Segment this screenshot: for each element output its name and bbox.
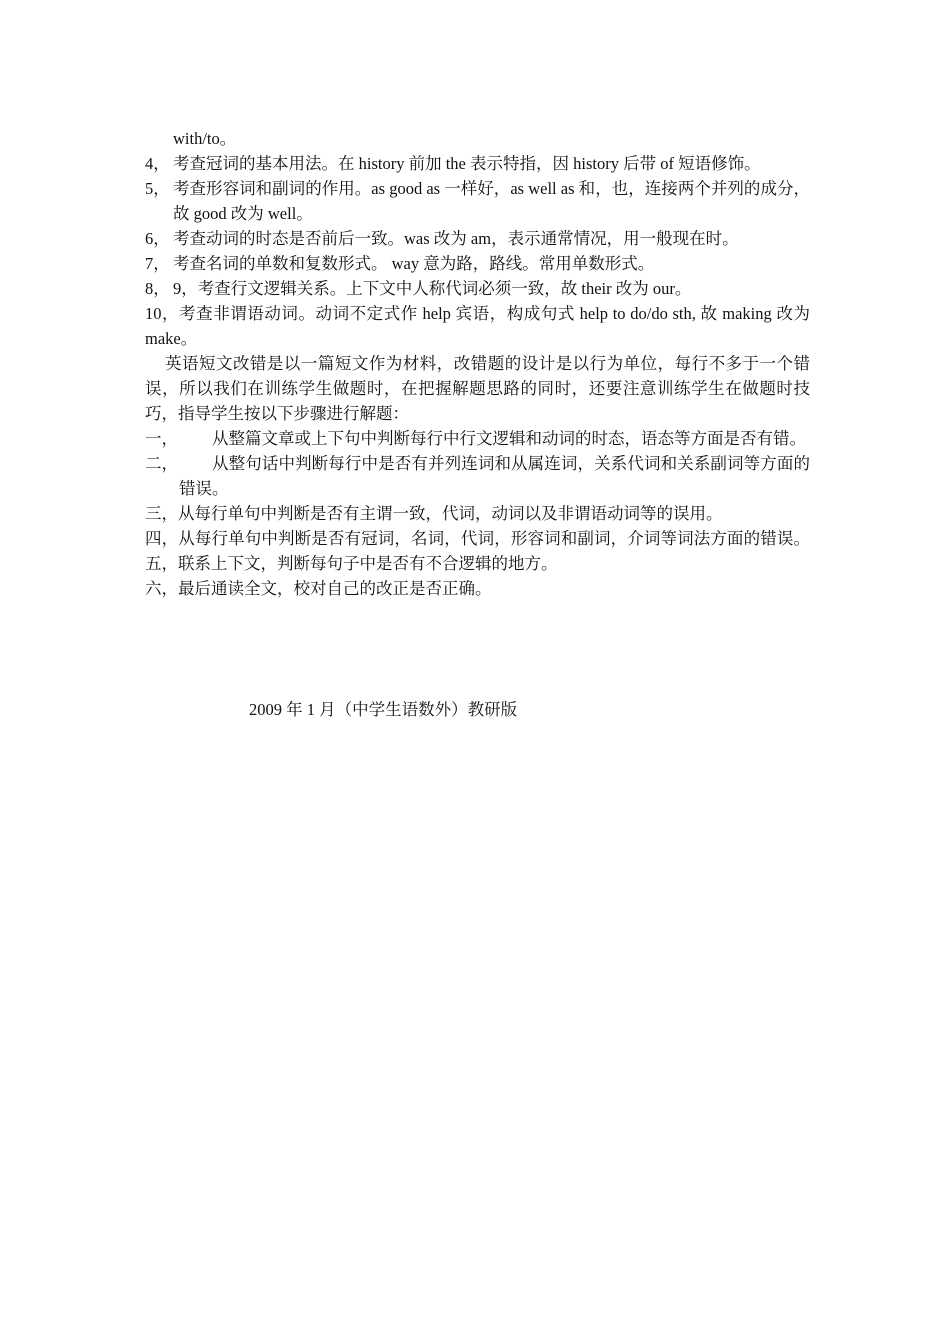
item-8-9 [145,276,810,301]
item-text: 考查动词的时态是否前后一致。was 改为 am，表示通常情况，用一般现在时。 [173,229,739,248]
item-text: 9，考查行文逻辑关系。上下文中人称代词必须一致，故 their 改为 our。 [173,279,692,298]
item-number: 4， [145,154,170,173]
item-4 [145,151,810,176]
step-2 [145,451,810,501]
footer-source: 2009 年 1 月（中学生语数外）教研版 [249,700,518,719]
item-10: 10，考查非谓语动词。动词不定式作 help 宾语，构成句式 help to do/do sth, 故 making 改为 make。 [145,304,810,348]
item-number: 8， [145,279,170,298]
step-text: 从整句话中判断每行中是否有并列连词和从属连词，关系代词和关系副词等方面的错误。 [179,454,810,498]
item-number: 5， [145,179,170,198]
step-6: 六，最后通读全文，校对自己的改正是否正确。 [145,579,492,598]
item-6 [145,226,810,251]
item-number: 6， [145,229,170,248]
step-4-5: 四，从每行单句中判断是否有冠词，名词，代词，形容词和副词，介词等词法方面的错误。五，联系上下文，判断每句子中是否有不合逻辑的地方。 [145,529,810,573]
item-5 [145,176,810,226]
item-number: 7， [145,254,170,273]
step-number: 二， [145,454,178,473]
item-text: 考查名词的单数和复数形式。 way 意为路，路线。常用单数形式。 [173,254,655,273]
continued-line: with/to。 [173,129,237,148]
step-text: 从整篇文章或上下句中判断每行中行文逻辑和动词的时态，语态等方面是否有错。 [212,429,806,448]
intro-paragraph: 英语短文改错是以一篇短文作为材料，改错题的设计是以行为单位，每行不多于一个错误，所以我们在训练学生做题时，在把握解题思路的同时，还要注意训练学生在做题时技巧，指导学生按以下步骤进行解题： [145,354,810,423]
step-3: 三，从每行单句中判断是否有主谓一致，代词，动词以及非谓语动词等的误用。 [145,504,723,523]
document-body [145,126,810,601]
step-number: 一， [145,429,178,448]
item-text: 考查冠词的基本用法。在 history 前加 the 表示特指，因 history 后带 of 短语修饰。 [173,154,761,173]
item-7 [145,251,810,276]
step-1 [145,426,810,451]
item-text: 考查形容词和副词的作用。as good as 一样好，as well as 和，也，连接两个并列的成分，故 good 改为 well。 [173,179,810,223]
